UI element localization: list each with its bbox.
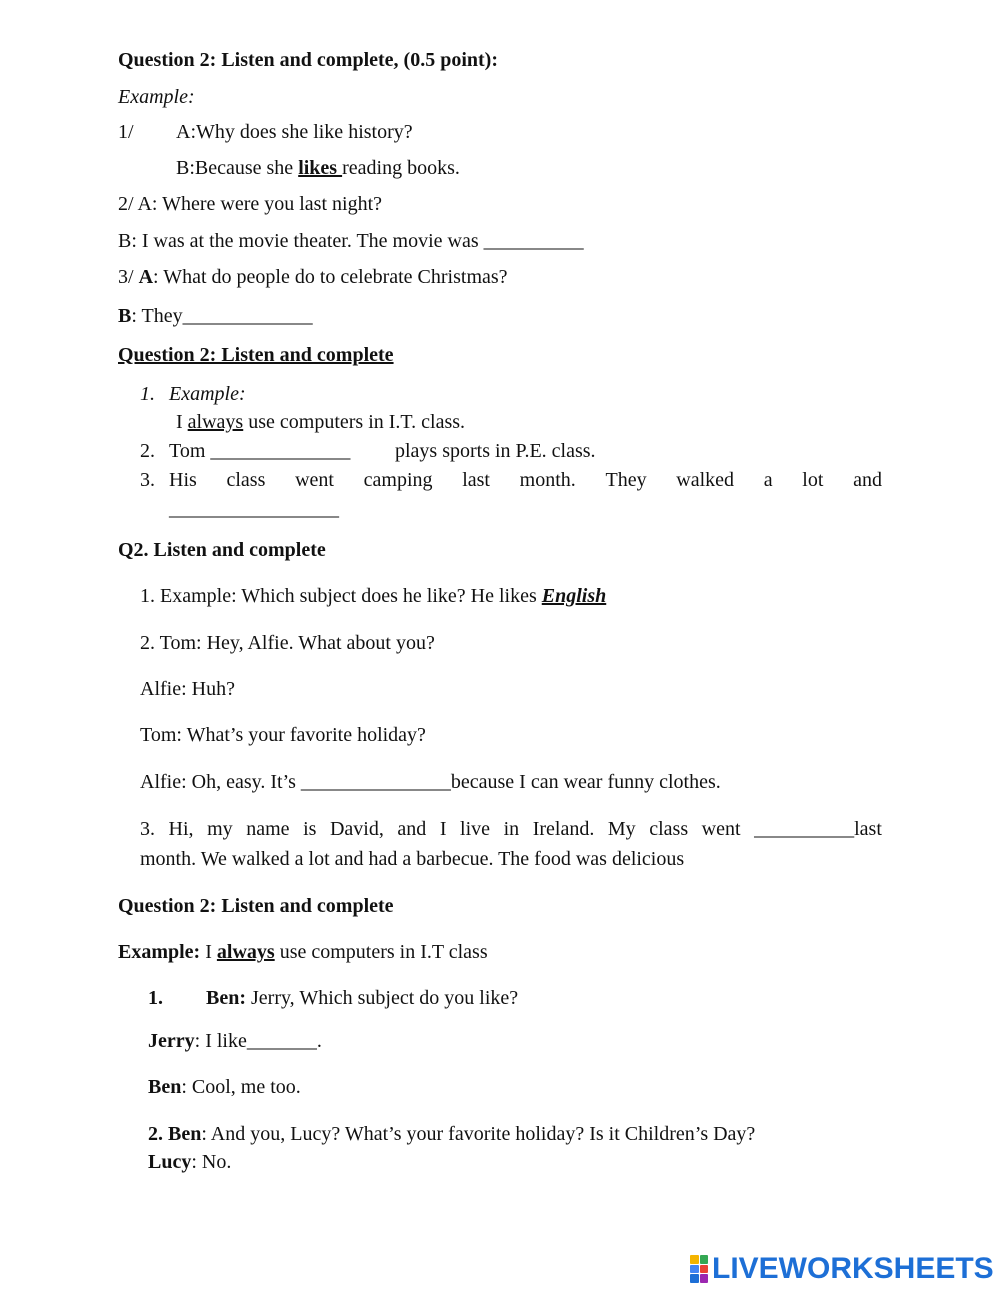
list-number: 1. bbox=[148, 987, 163, 1009]
item-number: 3/ bbox=[118, 266, 139, 288]
word: I bbox=[439, 818, 447, 840]
word: My bbox=[607, 818, 636, 840]
section1-item3-answer bbox=[118, 304, 313, 328]
example-label: Example: bbox=[118, 941, 201, 963]
section4-example bbox=[118, 940, 488, 964]
word: lot bbox=[802, 469, 824, 491]
answer-text-pre: B:Because she bbox=[176, 157, 299, 179]
section1-item2-question: 2/ A: Where were you last night? bbox=[118, 193, 383, 215]
section4-dialog4 bbox=[148, 1122, 755, 1146]
sentence-pre: I bbox=[176, 411, 188, 433]
word: last bbox=[462, 469, 490, 491]
word: Ireland. bbox=[532, 818, 595, 840]
word: His bbox=[169, 469, 197, 491]
section1-item3-question bbox=[118, 265, 508, 289]
speaker-label: B bbox=[118, 305, 132, 327]
speaker-label: Lucy bbox=[148, 1151, 192, 1173]
section2-item2-post: plays sports in P.E. class. bbox=[395, 440, 596, 462]
liveworksheets-logo[interactable] bbox=[690, 1252, 994, 1286]
word: camping bbox=[363, 469, 433, 491]
list-number: 2. bbox=[140, 440, 155, 462]
word: class bbox=[649, 818, 689, 840]
word: in bbox=[503, 818, 520, 840]
speaker-label: Ben bbox=[148, 1076, 182, 1098]
example-post: use computers in I.T class bbox=[274, 941, 488, 963]
section4-dialog3 bbox=[148, 1075, 301, 1099]
answer-text-post: reading books. bbox=[342, 157, 460, 179]
word: and bbox=[853, 469, 882, 491]
section3-example bbox=[140, 584, 606, 608]
section1-item1-answer bbox=[176, 156, 460, 180]
section1-item1-number: 1/ bbox=[118, 121, 134, 143]
section1-example-label: Example: bbox=[118, 86, 195, 108]
section3-line3: Alfie: Huh? bbox=[140, 678, 235, 700]
speaker-label: Ben: bbox=[206, 987, 246, 1009]
word: walked bbox=[676, 469, 735, 491]
section1-item1-question: A:Why does she like history? bbox=[176, 121, 413, 143]
word: a bbox=[763, 469, 773, 491]
logo-text: LIVEWORKSHEETS bbox=[712, 1252, 994, 1285]
list-number: 1. bbox=[140, 383, 155, 405]
section3-line6 bbox=[140, 817, 882, 841]
word: name bbox=[246, 818, 290, 840]
speaker-label: A bbox=[138, 266, 154, 288]
speaker-label: Jerry bbox=[148, 1030, 195, 1052]
liveworksheets-logo-icon bbox=[690, 1255, 708, 1283]
answer-keyword: likes bbox=[298, 157, 343, 179]
section2-example-sentence bbox=[176, 410, 465, 434]
section3-line7: month. We walked a lot and had a barbecue. The food was delicious bbox=[140, 848, 685, 870]
dialog-text: : Cool, me too. bbox=[181, 1076, 301, 1098]
section4-heading: Question 2: Listen and complete bbox=[118, 895, 394, 917]
word: my bbox=[207, 818, 233, 840]
example-keyword: English bbox=[541, 585, 607, 607]
word: went bbox=[295, 469, 334, 491]
word: and bbox=[397, 818, 427, 840]
section3-line5: Alfie: Oh, easy. It’s _______________because I can wear funny clothes. bbox=[140, 771, 721, 793]
dialog-text: : No. bbox=[191, 1151, 232, 1173]
example-text: 1. Example: Which subject does he like? He likes bbox=[140, 585, 542, 607]
word: They bbox=[605, 469, 647, 491]
dialog-text: : And you, Lucy? What’s your favorite holiday? Is it Children’s Day? bbox=[201, 1123, 756, 1145]
word: 3. bbox=[140, 818, 155, 840]
word: David, bbox=[329, 818, 384, 840]
list-number: 2. bbox=[148, 1123, 163, 1145]
section2-item3-blank: _________________ bbox=[169, 498, 339, 520]
section3-line2: 2. Tom: Hey, Alfie. What about you? bbox=[140, 632, 435, 654]
dialog-text: Jerry, Which subject do you like? bbox=[246, 987, 519, 1009]
list-number: 3. bbox=[140, 469, 155, 491]
word: live bbox=[460, 818, 491, 840]
section4-dialog5 bbox=[148, 1150, 231, 1174]
section4-dialog1 bbox=[206, 986, 518, 1010]
section2-item2-pre: Tom ______________ bbox=[169, 440, 351, 462]
dialog-text: : I like_______. bbox=[194, 1030, 322, 1052]
question-text: : What do people do to celebrate Christmas? bbox=[153, 266, 508, 288]
speaker-label: Ben bbox=[168, 1123, 202, 1145]
sentence-post: use computers in I.T. class. bbox=[243, 411, 466, 433]
example-pre: I bbox=[200, 941, 217, 963]
section4-dialog2 bbox=[148, 1029, 322, 1053]
section2-heading: Question 2: Listen and complete bbox=[118, 344, 394, 366]
word: Hi, bbox=[168, 818, 194, 840]
word: month. bbox=[519, 469, 576, 491]
word: went bbox=[701, 818, 741, 840]
section2-item3-text bbox=[169, 468, 882, 492]
section1-heading: Question 2: Listen and complete, (0.5 point): bbox=[118, 49, 498, 71]
word: is bbox=[303, 818, 317, 840]
section1-item2-answer: B: I was at the movie theater. The movie was __________ bbox=[118, 230, 584, 252]
example-keyword: always bbox=[216, 941, 275, 963]
word: __________last bbox=[754, 818, 882, 840]
section3-heading: Q2. Listen and complete bbox=[118, 539, 326, 561]
example-keyword: always bbox=[187, 411, 244, 433]
word: class bbox=[226, 469, 266, 491]
section3-line4: Tom: What’s your favorite holiday? bbox=[140, 724, 426, 746]
answer-text: : They_____________ bbox=[131, 305, 313, 327]
section2-example-label: Example: bbox=[169, 383, 246, 405]
